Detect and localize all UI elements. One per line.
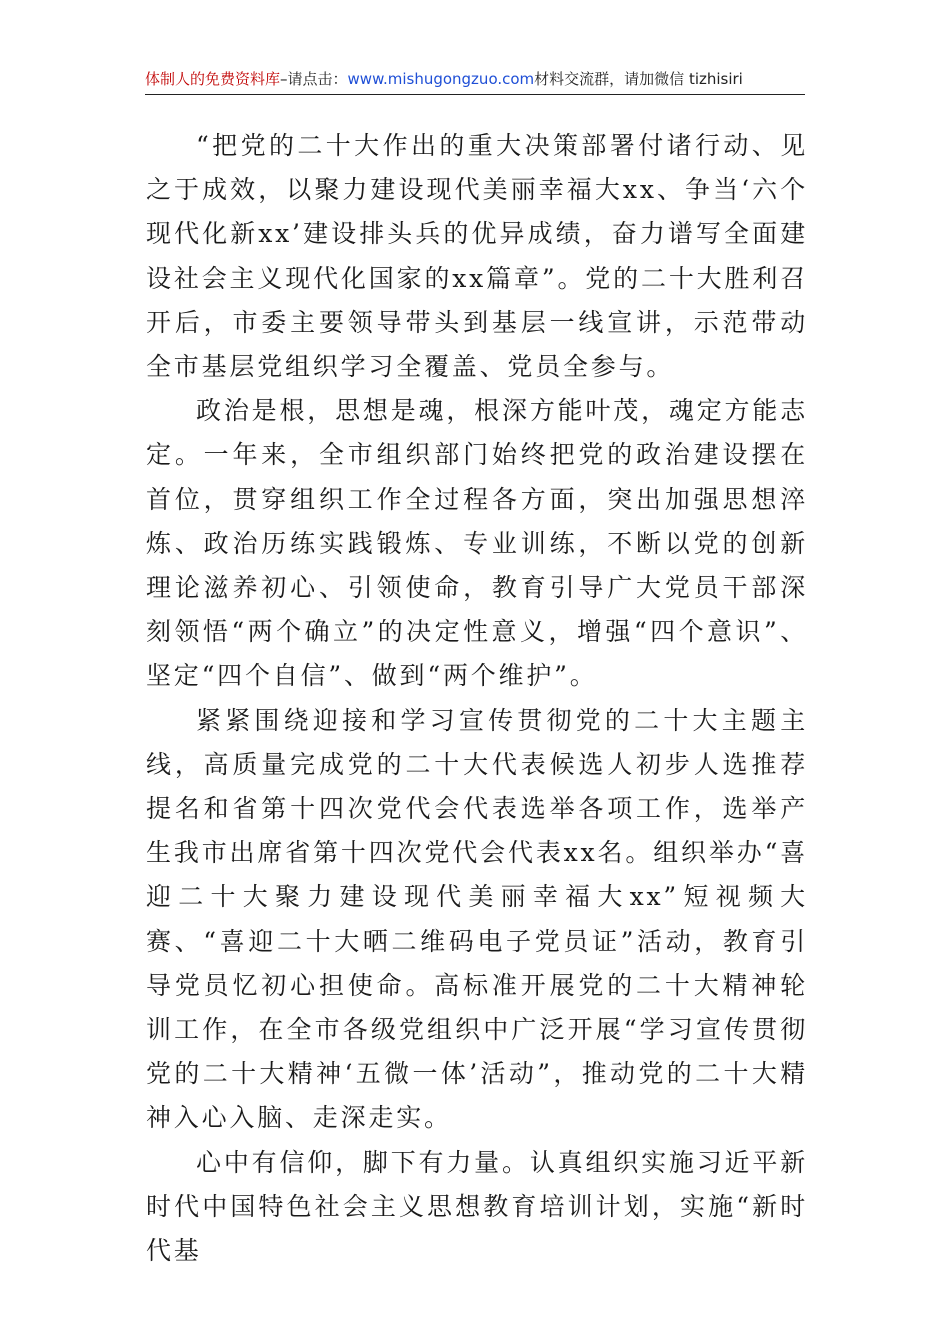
paragraph-4: 心中有信仰，脚下有力量。认真组织实施习近平新时代中国特色社会主义思想教育培训计划，实施“新时代基 bbox=[146, 1147, 808, 1266]
page-header bbox=[145, 66, 805, 95]
document-body bbox=[146, 124, 808, 1273]
header-url-link[interactable]: www.mishugongzuo.com bbox=[347, 70, 535, 88]
paragraph-1: “把党的二十大作出的重大决策部署付诸行动、见之于成效，以聚力建设现代美丽幸福大xx、争当‘六个现代化新xx’建设排头兵的优异成绩，奋力谱写全面建设社会主义现代化国家的xx篇章”。党的二十大胜利召开后，市委主要领导带头到基层一线宣讲，示范带动全市基层党组织学习全覆盖、党员全参与。 bbox=[146, 131, 808, 382]
paragraph-2: 政治是根，思想是魂，根深方能叶茂，魂定方能志定。一年来，全市组织部门始终把党的政治建设摆在首位，贯穿组织工作全过程各方面，突出加强思想淬炼、政治历练实践锻炼、专业训练，不断以党的创新理论滋养初心、引领使命，教育引导广大党员干部深刻领悟“两个确立”的决定性意义，增强“四个意识”、坚定“四个自信”、做到“两个维护”。 bbox=[146, 396, 808, 691]
header-brand: 体制人的免费资料库 bbox=[145, 70, 281, 88]
paragraph-3: 紧紧围绕迎接和学习宣传贯彻党的二十大主题主线，高质量完成党的二十大代表候选人初步人选推荐提名和省第十四次党代会代表选举各项工作，选举产生我市出席省第十四次党代会代表xx名。组织举办“喜迎二十大聚力建设现代美丽幸福大xx”短视频大赛、“喜迎二十大晒二维码电子党员证”活动，教育引导党员忆初心担使命。高标准开展党的二十大精神轮训工作，在全市各级党组织中广泛开展“学习宣传贯彻党的二十大精神‘五微一体’活动”，推动党的二十大精神入心入脑、走深走实。 bbox=[146, 705, 808, 1133]
header-prompt: –请点击： bbox=[280, 70, 348, 88]
header-tail-text: 材料交流群，请加微信 tizhisiri bbox=[534, 70, 743, 88]
